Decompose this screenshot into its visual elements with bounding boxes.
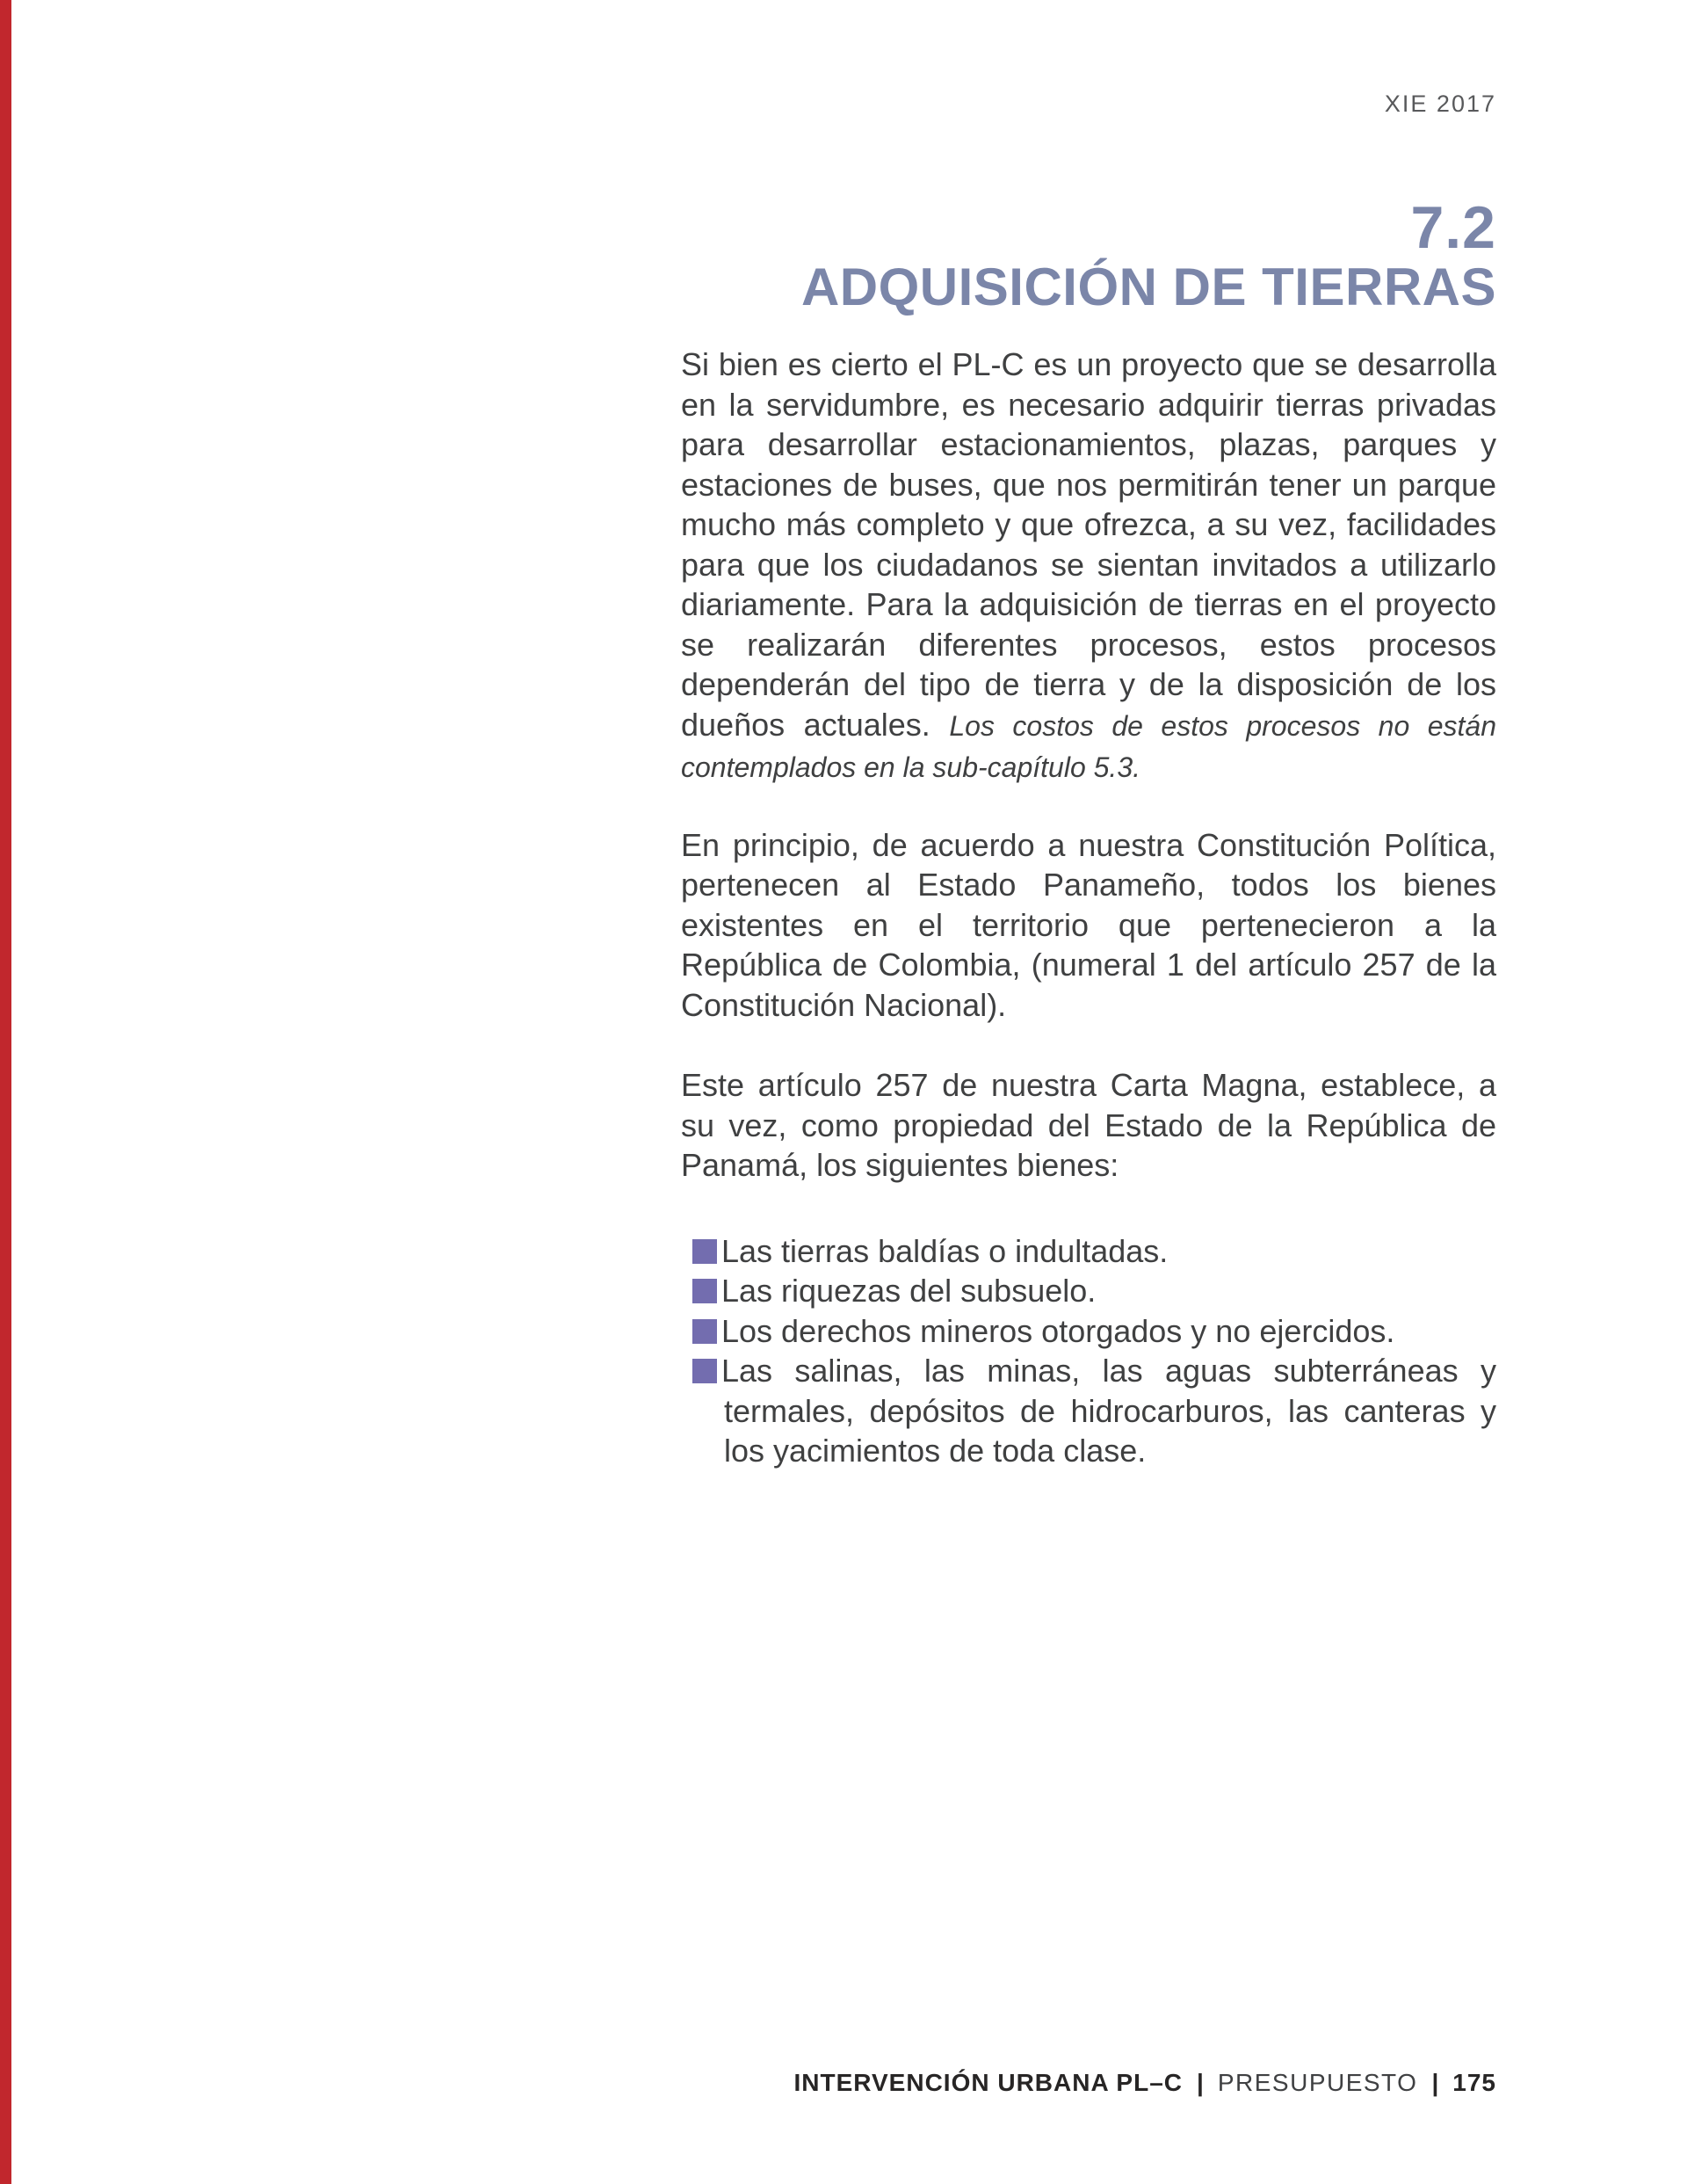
body-paragraph-2: En principio, de acuerdo a nuestra Constitución Política, pertenecen al Estado Panameño, todos los bienes existentes en el territorio que pertenecieron a la República de Colombia, (numeral 1 del artículo 257 de la Constitución Nacional). (681, 826, 1496, 1023)
footer-page-number: 175 (1452, 2069, 1496, 2096)
list-item (692, 1231, 1496, 1272)
footer-section: PRESUPUESTO (1217, 2069, 1418, 2096)
list-item (692, 1271, 1496, 1311)
body-paragraph-3: Este artículo 257 de nuestra Carta Magna, establece, a su vez, como propiedad del Estado de la República de Panamá, los siguientes bienes: (681, 1067, 1496, 1183)
bullet-square-icon (692, 1359, 717, 1383)
bullet-list (692, 1231, 1496, 1471)
section-title-block (800, 194, 1496, 316)
list-item (692, 1351, 1496, 1471)
footer-separator: | (1431, 2069, 1439, 2096)
header-meta: XIE 2017 (1384, 91, 1496, 117)
bullet-text: Los derechos mineros otorgados y no ejercidos. (721, 1312, 1395, 1349)
left-accent-bar (0, 0, 11, 2184)
page-footer (794, 2069, 1496, 2097)
paragraph-1-text: Si bien es cierto el PL-C es un proyecto que se desarrolla en la servidumbre, es necesario adquirir tierras privadas para desarrollar estacionamientos, plazas, parques y estaciones de buses, que nos permitirán tener un parque mucho más completo y que ofrezca, a su vez, facilidades para que los ciudadanos se sientan invitados a utilizarlo diariamente. Para la adquisición de tierras en el proyecto se realizarán diferentes procesos, estos procesos dependerán del tipo de tierra y de la disposición de los dueños actuales. (681, 346, 1496, 743)
body-paragraph-1 (681, 345, 1496, 788)
bullet-text: Las tierras baldías o indultadas. (721, 1232, 1169, 1269)
list-item (692, 1311, 1496, 1352)
footer-publication: INTERVENCIÓN URBANA PL–C (793, 2069, 1183, 2096)
footer-separator: | (1197, 2069, 1204, 2096)
bullet-square-icon (692, 1319, 717, 1344)
bullet-text: Las salinas, las minas, las aguas subterráneas y termales, depósitos de hidrocarburos, las canteras y los yacimientos de toda clase. (721, 1353, 1496, 1469)
section-number: 7.2 (1410, 194, 1496, 261)
bullet-square-icon (692, 1239, 717, 1264)
paragraph-1-italic-note: Los costos de estos procesos no están contemplados en la sub-capítulo 5.3. (681, 709, 1496, 783)
body-content (681, 345, 1496, 1471)
bullet-text: Las riquezas del subsuelo. (721, 1273, 1097, 1309)
section-heading: ADQUISICIÓN DE TIERRAS (800, 258, 1496, 316)
bullet-square-icon (692, 1279, 717, 1303)
